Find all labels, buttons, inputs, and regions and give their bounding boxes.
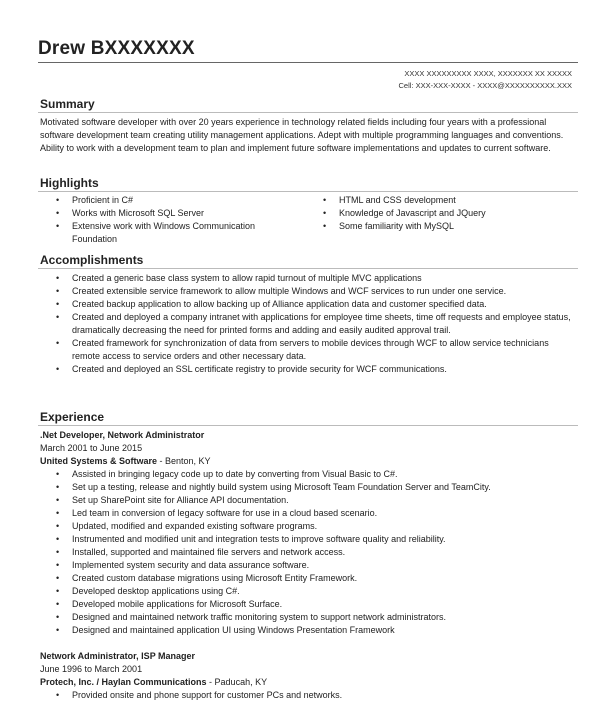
- job-title: Network Administrator, ISP Manager: [40, 651, 196, 661]
- job-duty-item: • Set up a testing, release and nightly build system using Microsoft Team Foundation Server and TeamCity.: [56, 481, 576, 494]
- highlight-item: • Proficient in C#: [56, 194, 296, 207]
- highlight-item: • Some familiarity with MySQL: [323, 220, 563, 233]
- job-duty-item: • Set up SharePoint site for Alliance API documentation.: [56, 494, 576, 507]
- contact-block: [398, 68, 572, 92]
- accomplishment-item: • Created backup application to allow backing up of Alliance application data and customer specified data.: [56, 298, 576, 311]
- job-company: [40, 676, 267, 689]
- highlights-heading: Highlights: [40, 176, 99, 190]
- experience-divider: [38, 425, 578, 426]
- highlights-right-list: [323, 194, 563, 233]
- job-duty-item: • Installed, supported and maintained file servers and network access.: [56, 546, 576, 559]
- job-duties-list: [56, 689, 576, 702]
- job-duty-item: • Led team in conversion of legacy software for use in a cloud based scenario.: [56, 507, 576, 520]
- header-divider: [38, 62, 578, 63]
- highlights-left-list: [56, 194, 296, 246]
- summary-divider: [38, 112, 578, 113]
- job-dates: June 1996 to March 2001: [40, 664, 143, 674]
- company-location: - Benton, KY: [157, 456, 211, 466]
- address-line: XXXX XXXXXXXXX XXXX, XXXXXXX XX XXXXX: [404, 69, 572, 78]
- job-title: .Net Developer, Network Administrator: [40, 430, 205, 440]
- company-name: Protech, Inc. / Haylan Communications: [40, 677, 207, 687]
- job-duty-item: • Designed and maintained network traffic monitoring system to support network administrators.: [56, 611, 576, 624]
- candidate-name: Drew BXXXXXXX: [38, 38, 195, 59]
- accomplishment-item: • Created and deployed an SSL certificate registry to provide security for WCF communications.: [56, 363, 576, 376]
- phone-email-line: Cell: XXX-XXX-XXXX - XXXX@XXXXXXXXXX.XXX: [398, 81, 572, 90]
- job-duty-item: • Developed desktop applications using C#.: [56, 585, 576, 598]
- experience-heading: Experience: [40, 410, 105, 424]
- accomplishments-divider: [38, 268, 578, 269]
- accomplishments-heading: Accomplishments: [40, 253, 144, 267]
- accomplishment-item: • Created extensible service framework to allow multiple Windows and WCF services to run under one service.: [56, 285, 576, 298]
- accomplishment-item: • Created a generic base class system to allow rapid turnout of multiple MVC applications: [56, 272, 576, 285]
- job-company: [40, 455, 211, 468]
- job-duty-item: • Provided onsite and phone support for customer PCs and networks.: [56, 689, 576, 702]
- company-name: United Systems & Software: [40, 456, 158, 466]
- highlights-divider: [38, 191, 578, 192]
- highlight-item: • Knowledge of Javascript and JQuery: [323, 207, 563, 220]
- job-duty-item: • Updated, modified and expanded existing software programs.: [56, 520, 576, 533]
- company-location: - Paducah, KY: [206, 677, 268, 687]
- highlight-item: • Works with Microsoft SQL Server: [56, 207, 296, 220]
- job-dates: March 2001 to June 2015: [40, 443, 143, 453]
- accomplishments-list: [56, 272, 576, 376]
- summary-heading: Summary: [40, 97, 95, 111]
- highlight-item: • Extensive work with Windows Communication Foundation: [56, 220, 296, 246]
- job-duty-item: • Instrumented and modified unit and integration tests to improve software quality and reliability.: [56, 533, 576, 546]
- accomplishment-item: • Created and deployed a company intranet with applications for employee time sheets, time off requests and employee status, dramatically decreasing the need for printed forms and adding and easily audited approval trail.: [56, 311, 576, 337]
- summary-text: Motivated software developer with over 20 years experience in technology related fields including four years with a professional software development team creating utility management applications. Adept with multiple programming languages and conventions. Ability to work with a development team to plan and implement future software implementations and updates to current software.: [40, 117, 564, 153]
- highlight-item: • HTML and CSS development: [323, 194, 563, 207]
- job-duty-item: • Assisted in bringing legacy code up to date by converting from Visual Basic to C#.: [56, 468, 576, 481]
- job-duty-item: • Designed and maintained application UI using Windows Presentation Framework: [56, 624, 576, 637]
- job-duty-item: • Created custom database migrations using Microsoft Entity Framework.: [56, 572, 576, 585]
- job-duty-item: • Implemented system security and data assurance software.: [56, 559, 576, 572]
- accomplishment-item: • Created framework for synchronization of data from servers to mobile devices through WCF to allow service technicians remote access to service orders and other necessary data.: [56, 337, 576, 363]
- job-duties-list: [56, 468, 576, 637]
- job-duty-item: • Developed mobile applications for Microsoft Surface.: [56, 598, 576, 611]
